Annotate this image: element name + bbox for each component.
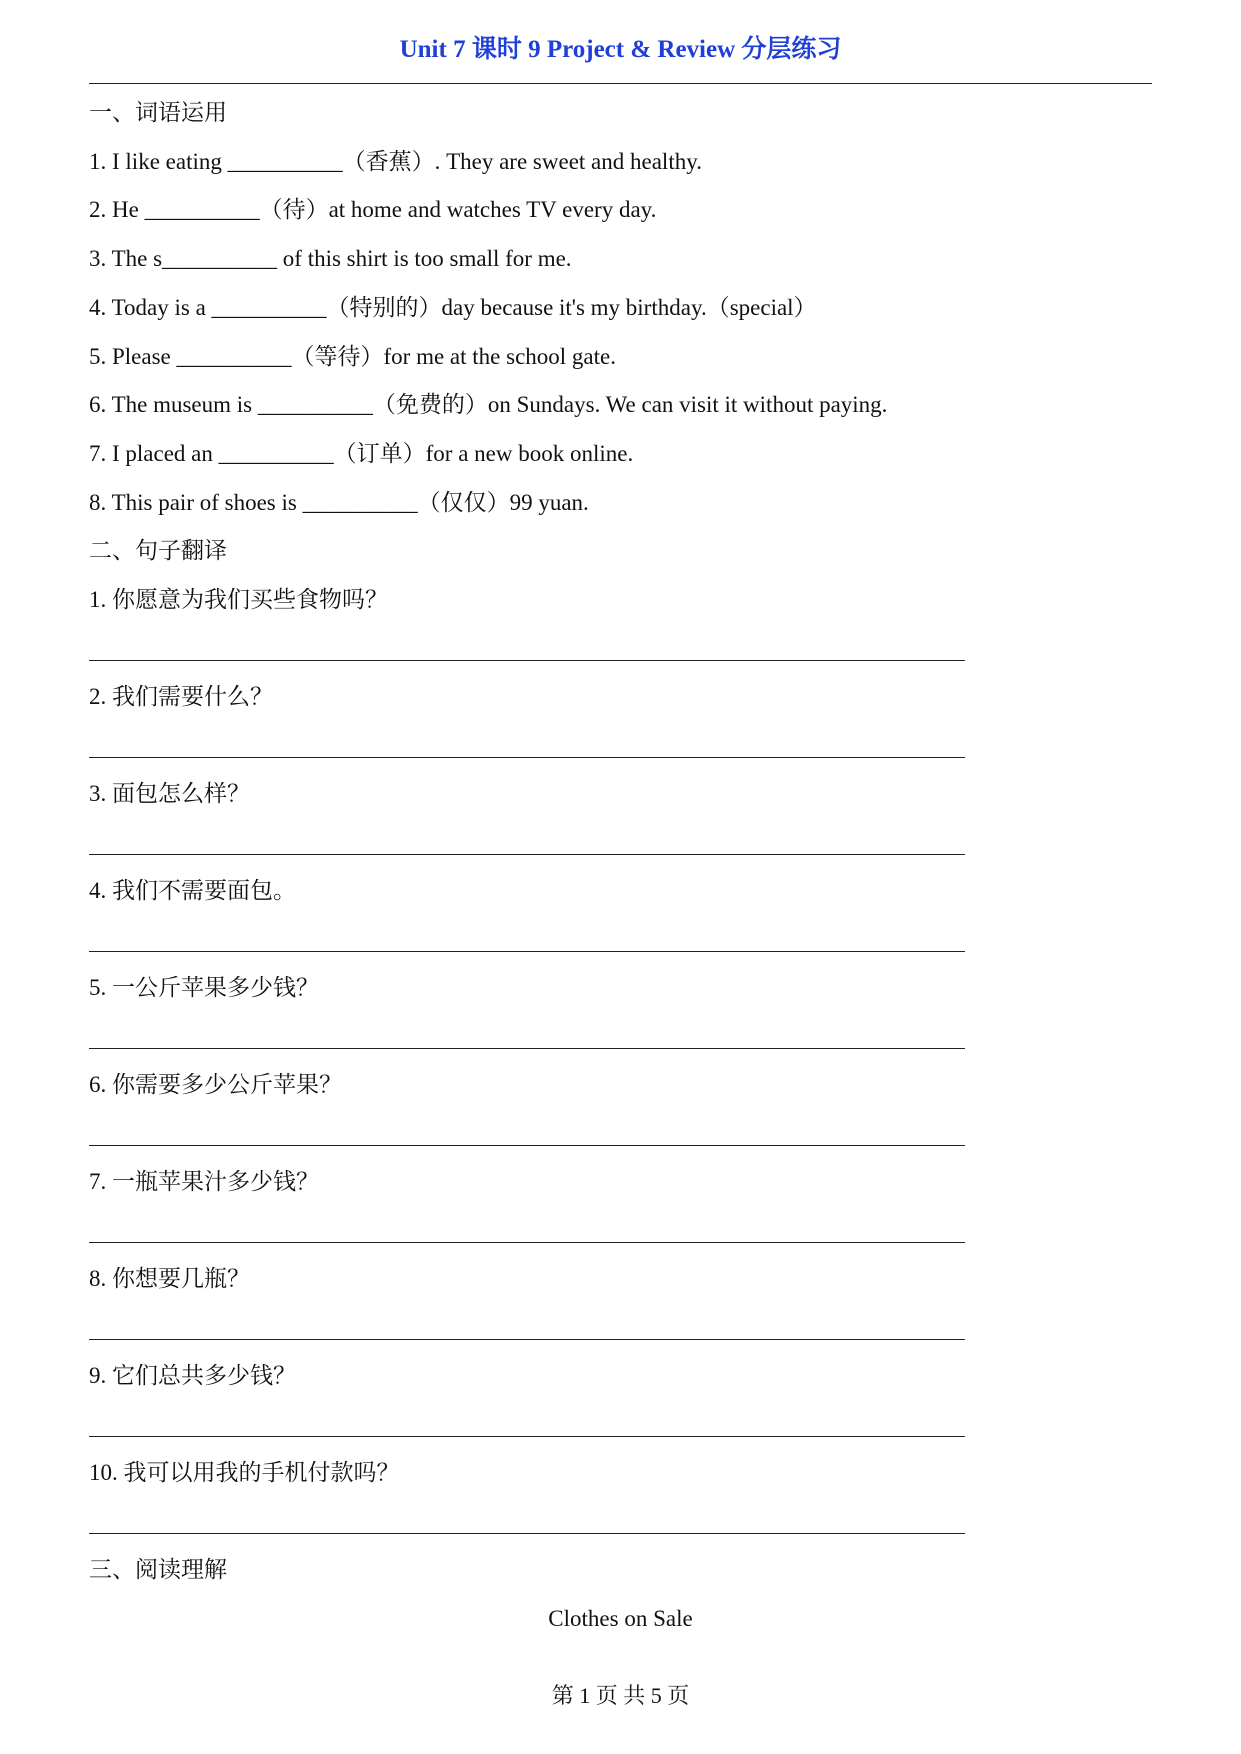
page-number-footer: 第 1 页 共 5 页 bbox=[551, 1683, 690, 1708]
answer-line-5[interactable] bbox=[89, 1048, 965, 1049]
vocab-question-1: 1. I like eating __________（香蕉）. They are sweet and healthy. bbox=[89, 149, 702, 174]
vocab-question-5: 5. Please __________（等待）for me at the school gate. bbox=[89, 344, 616, 369]
answer-line-3[interactable] bbox=[89, 854, 965, 855]
answer-line-7[interactable] bbox=[89, 1242, 965, 1243]
translation-question-10: 10. 我可以用我的手机付款吗？ bbox=[89, 1460, 400, 1485]
vocab-question-2: 2. He __________（待）at home and watches TV every day. bbox=[89, 197, 657, 222]
header-divider bbox=[89, 83, 1152, 84]
translation-question-5: 5. 一公斤苹果多少钱？ bbox=[89, 975, 319, 1000]
answer-line-2[interactable] bbox=[89, 757, 965, 758]
passage-title: Clothes on Sale bbox=[548, 1606, 693, 1631]
translation-question-2: 2. 我们需要什么？ bbox=[89, 684, 273, 709]
translation-question-6: 6. 你需要多少公斤苹果？ bbox=[89, 1072, 342, 1097]
vocab-question-6: 6. The museum is __________（免费的）on Sundays. We can visit it without paying. bbox=[89, 392, 888, 417]
answer-line-10[interactable] bbox=[89, 1533, 965, 1534]
answer-line-8[interactable] bbox=[89, 1339, 965, 1340]
vocab-question-8: 8. This pair of shoes is __________（仅仅）99 yuan. bbox=[89, 490, 589, 515]
page-title: Unit 7 课时 9 Project & Review 分层练习 bbox=[399, 36, 842, 63]
section-heading-translation: 二、句子翻译 bbox=[89, 538, 227, 563]
answer-line-4[interactable] bbox=[89, 951, 965, 952]
vocab-question-7: 7. I placed an __________（订单）for a new book online. bbox=[89, 441, 634, 466]
answer-line-1[interactable] bbox=[89, 660, 965, 661]
answer-line-9[interactable] bbox=[89, 1436, 965, 1437]
translation-question-1: 1. 你愿意为我们买些食物吗？ bbox=[89, 587, 388, 612]
translation-question-3: 3. 面包怎么样？ bbox=[89, 781, 250, 806]
section-heading-vocabulary: 一、词语运用 bbox=[89, 100, 227, 125]
vocab-question-4: 4. Today is a __________（特别的）day because it's my birthday.（special） bbox=[89, 295, 817, 320]
translation-question-7: 7. 一瓶苹果汁多少钱？ bbox=[89, 1169, 319, 1194]
translation-question-9: 9. 它们总共多少钱？ bbox=[89, 1363, 296, 1388]
translation-question-8: 8. 你想要几瓶？ bbox=[89, 1266, 250, 1291]
section-heading-reading: 三、阅读理解 bbox=[89, 1557, 227, 1582]
answer-line-6[interactable] bbox=[89, 1145, 965, 1146]
translation-question-4: 4. 我们不需要面包。 bbox=[89, 878, 296, 903]
vocab-question-3: 3. The s__________ of this shirt is too small for me. bbox=[89, 246, 572, 271]
